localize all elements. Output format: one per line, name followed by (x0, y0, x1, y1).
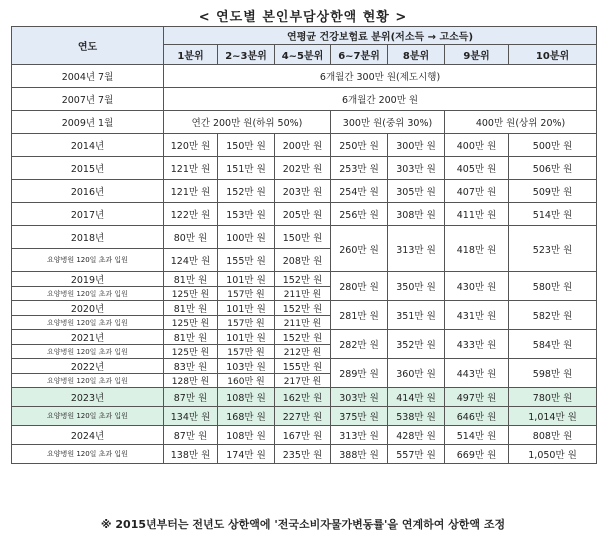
value-cell: 87만 원 (164, 388, 218, 407)
year-cell: 2014년 (12, 134, 164, 157)
value-cell: 500만 원 (509, 134, 597, 157)
value-cell: 514만 원 (509, 203, 597, 226)
year-cell: 2016년 (12, 180, 164, 203)
value-cell: 313만 원 (388, 226, 445, 272)
value-cell: 208만 원 (275, 249, 331, 272)
value-cell: 167만 원 (275, 426, 331, 445)
value-cell: 120만 원 (164, 134, 218, 157)
value-cell: 669만 원 (445, 445, 509, 464)
value-cell: 174만 원 (218, 445, 275, 464)
value-cell: 580만 원 (509, 272, 597, 301)
table-row (12, 226, 597, 249)
value-cell: 405만 원 (445, 157, 509, 180)
value-cell: 227만 원 (275, 407, 331, 426)
value-cell: 162만 원 (275, 388, 331, 407)
value-cell: 81만 원 (164, 301, 218, 316)
sub-label-cell: 요양병원 120일 초과 입원 (12, 445, 164, 464)
value-cell: 352만 원 (388, 330, 445, 359)
table-row (12, 203, 597, 226)
value-cell: 125만 원 (164, 287, 218, 301)
value-cell: 108만 원 (218, 388, 275, 407)
value-cell: 168만 원 (218, 407, 275, 426)
value-cell: 108만 원 (218, 426, 275, 445)
year-cell: 2019년 (12, 272, 164, 287)
value-cell: 497만 원 (445, 388, 509, 407)
value-cell: 414만 원 (388, 388, 445, 407)
value-cell: 780만 원 (509, 388, 597, 407)
page-title: < 연도별 본인부담상한액 현황 > (198, 10, 408, 25)
value-cell: 155만 원 (218, 249, 275, 272)
value-cell: 582만 원 (509, 301, 597, 330)
value-cell: 150만 원 (275, 226, 331, 249)
value-cell: 400만 원 (445, 134, 509, 157)
value-cell: 254만 원 (331, 180, 388, 203)
table-row (12, 134, 597, 157)
value-cell: 584만 원 (509, 330, 597, 359)
value-cell: 506만 원 (509, 157, 597, 180)
value-cell: 81만 원 (164, 330, 218, 345)
value-cell: 155만 원 (275, 359, 331, 374)
value-cell: 101만 원 (218, 272, 275, 287)
value-cell: 100만 원 (218, 226, 275, 249)
value-cell: 87만 원 (164, 426, 218, 445)
value-cell: 557만 원 (388, 445, 445, 464)
table-row (12, 445, 597, 464)
year-cell: 2015년 (12, 157, 164, 180)
table-row (12, 359, 597, 374)
sub-label-cell: 요양병원 120일 초과 입원 (12, 374, 164, 388)
table-row (12, 272, 597, 287)
table-row (12, 157, 597, 180)
cap-table (11, 26, 597, 464)
value-cell: 83만 원 (164, 359, 218, 374)
year-cell: 2024년 (12, 426, 164, 445)
value-cell: 152만 원 (218, 180, 275, 203)
value-cell: 205만 원 (275, 203, 331, 226)
table-row (12, 301, 597, 316)
value-cell: 157만 원 (218, 316, 275, 330)
table-row (12, 388, 597, 407)
value-cell: 연간 200만 원(하위 50%) (164, 111, 331, 134)
value-cell: 303만 원 (331, 388, 388, 407)
value-cell: 281만 원 (331, 301, 388, 330)
value-cell: 1,050만 원 (509, 445, 597, 464)
value-cell: 157만 원 (218, 345, 275, 359)
value-cell: 212만 원 (275, 345, 331, 359)
table-row (12, 111, 597, 134)
value-cell: 256만 원 (331, 203, 388, 226)
value-cell: 128만 원 (164, 374, 218, 388)
value-cell: 351만 원 (388, 301, 445, 330)
year-cell: 2009년 1월 (12, 111, 164, 134)
value-cell: 124만 원 (164, 249, 218, 272)
value-cell: 375만 원 (331, 407, 388, 426)
table-row (12, 180, 597, 203)
value-cell: 250만 원 (331, 134, 388, 157)
sub-label-cell: 요양병원 120일 초과 입원 (12, 249, 164, 272)
value-cell: 360만 원 (388, 359, 445, 388)
table-row (12, 426, 597, 445)
value-cell: 646만 원 (445, 407, 509, 426)
value-cell: 598만 원 (509, 359, 597, 388)
year-cell: 2020년 (12, 301, 164, 316)
value-cell: 103만 원 (218, 359, 275, 374)
col-header: 2~3분위 (218, 45, 275, 65)
year-cell: 2022년 (12, 359, 164, 374)
col-header: 6~7분위 (331, 45, 388, 65)
col-header: 8분위 (388, 45, 445, 65)
value-cell: 300만 원 (388, 134, 445, 157)
value-cell: 157만 원 (218, 287, 275, 301)
value-cell: 125만 원 (164, 345, 218, 359)
value-cell: 350만 원 (388, 272, 445, 301)
value-cell: 152만 원 (275, 301, 331, 316)
sub-label-cell: 요양병원 120일 초과 입원 (12, 316, 164, 330)
value-cell: 81만 원 (164, 272, 218, 287)
value-cell: 523만 원 (509, 226, 597, 272)
value-cell: 153만 원 (218, 203, 275, 226)
sub-label-cell: 요양병원 120일 초과 입원 (12, 287, 164, 301)
value-cell: 433만 원 (445, 330, 509, 359)
value-cell: 411만 원 (445, 203, 509, 226)
value-cell: 1,014만 원 (509, 407, 597, 426)
value-cell: 538만 원 (388, 407, 445, 426)
table-row (12, 407, 597, 426)
value-cell: 308만 원 (388, 203, 445, 226)
value-cell: 211만 원 (275, 316, 331, 330)
value-cell: 260만 원 (331, 226, 388, 272)
value-cell: 282만 원 (331, 330, 388, 359)
value-cell: 400만 원(상위 20%) (445, 111, 597, 134)
col-header: 1분위 (164, 45, 218, 65)
value-cell: 431만 원 (445, 301, 509, 330)
value-cell: 200만 원 (275, 134, 331, 157)
table-row (12, 330, 597, 345)
value-cell: 428만 원 (388, 426, 445, 445)
value-cell: 514만 원 (445, 426, 509, 445)
year-cell: 2007년 7월 (12, 88, 164, 111)
value-cell: 150만 원 (218, 134, 275, 157)
value-cell: 203만 원 (275, 180, 331, 203)
quantile-group-header: 연평균 건강보험료 분위(저소득 → 고소득) (164, 27, 597, 45)
sub-label-cell: 요양병원 120일 초과 입원 (12, 407, 164, 426)
value-cell: 407만 원 (445, 180, 509, 203)
value-cell: 430만 원 (445, 272, 509, 301)
year-header: 연도 (12, 27, 164, 65)
year-cell: 2021년 (12, 330, 164, 345)
value-cell: 152만 원 (275, 330, 331, 345)
col-header: 10분위 (509, 45, 597, 65)
table-row (12, 88, 597, 111)
value-cell: 388만 원 (331, 445, 388, 464)
value-cell: 443만 원 (445, 359, 509, 388)
value-cell: 6개월간 200만 원 (164, 88, 597, 111)
table-row (12, 65, 597, 88)
value-cell: 509만 원 (509, 180, 597, 203)
value-cell: 134만 원 (164, 407, 218, 426)
value-cell: 280만 원 (331, 272, 388, 301)
value-cell: 418만 원 (445, 226, 509, 272)
year-cell: 2023년 (12, 388, 164, 407)
value-cell: 217만 원 (275, 374, 331, 388)
value-cell: 160만 원 (218, 374, 275, 388)
value-cell: 202만 원 (275, 157, 331, 180)
value-cell: 125만 원 (164, 316, 218, 330)
year-cell: 2004년 7월 (12, 65, 164, 88)
value-cell: 121만 원 (164, 180, 218, 203)
value-cell: 289만 원 (331, 359, 388, 388)
value-cell: 6개월간 300만 원(제도시행) (164, 65, 597, 88)
year-cell: 2018년 (12, 226, 164, 249)
year-cell: 2017년 (12, 203, 164, 226)
value-cell: 151만 원 (218, 157, 275, 180)
value-cell: 152만 원 (275, 272, 331, 287)
value-cell: 211만 원 (275, 287, 331, 301)
value-cell: 808만 원 (509, 426, 597, 445)
value-cell: 313만 원 (331, 426, 388, 445)
footnote: ※ 2015년부터는 전년도 상한액에 '전국소비자물가변동률'을 연계하여 상한액 조정 (100, 518, 506, 531)
value-cell: 121만 원 (164, 157, 218, 180)
value-cell: 101만 원 (218, 330, 275, 345)
value-cell: 101만 원 (218, 301, 275, 316)
sub-label-cell: 요양병원 120일 초과 입원 (12, 345, 164, 359)
value-cell: 300만 원(중위 30%) (331, 111, 445, 134)
value-cell: 138만 원 (164, 445, 218, 464)
col-header: 4~5분위 (275, 45, 331, 65)
value-cell: 305만 원 (388, 180, 445, 203)
value-cell: 80만 원 (164, 226, 218, 249)
value-cell: 122만 원 (164, 203, 218, 226)
value-cell: 303만 원 (388, 157, 445, 180)
value-cell: 253만 원 (331, 157, 388, 180)
col-header: 9분위 (445, 45, 509, 65)
value-cell: 235만 원 (275, 445, 331, 464)
